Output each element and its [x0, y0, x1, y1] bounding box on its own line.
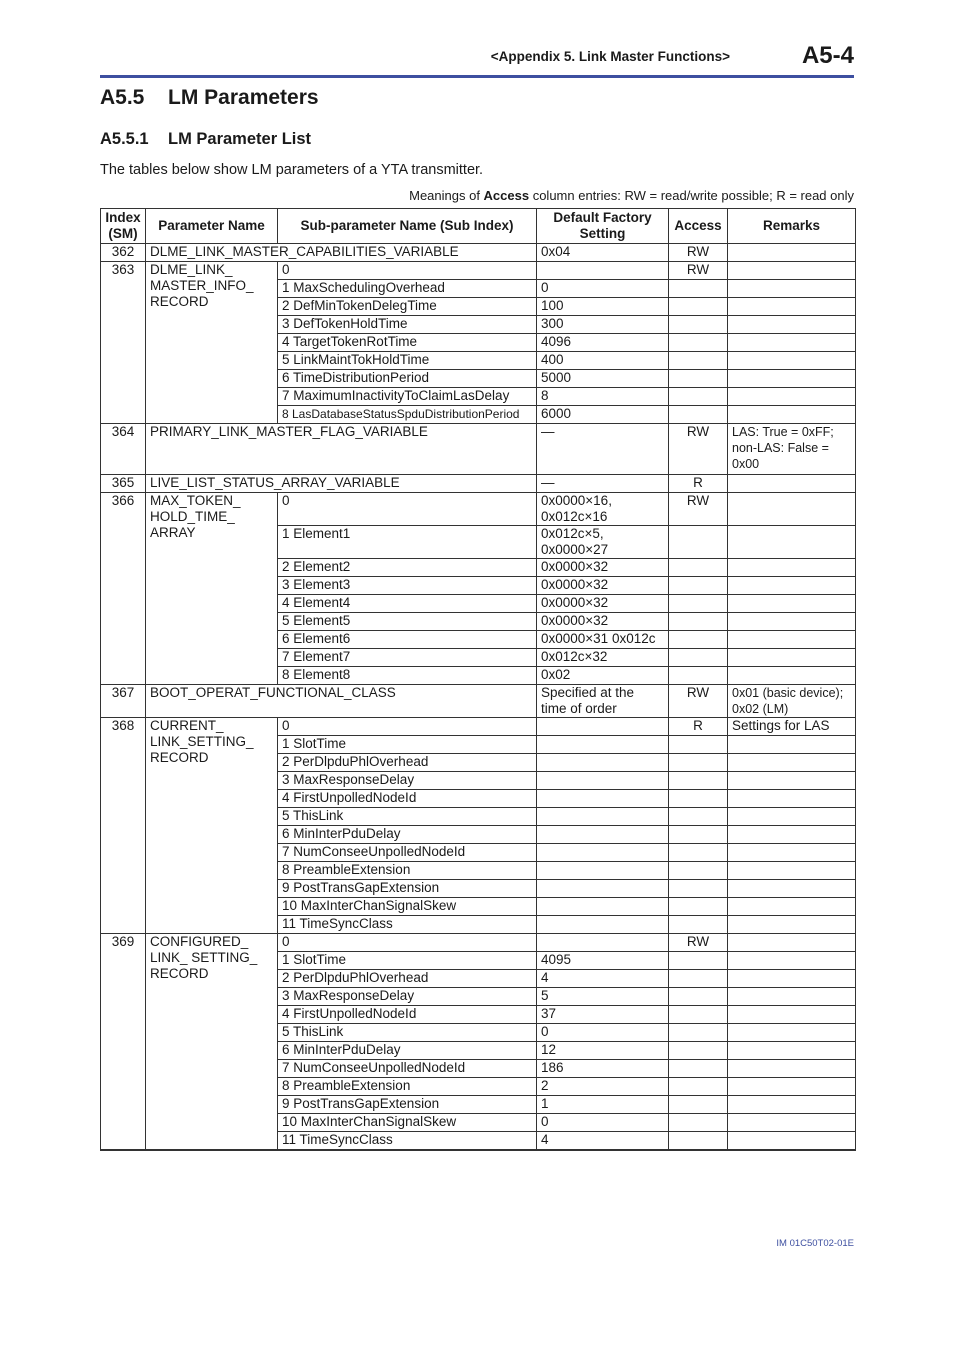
- table-header-row: [101, 209, 856, 244]
- sub-parameter-cell: 1 Element1: [278, 526, 537, 559]
- sub-parameter-cell: 3 Element3: [278, 577, 537, 595]
- index-cell: 362: [101, 244, 146, 262]
- section-number: A5.5: [100, 86, 145, 109]
- table-row: [101, 424, 856, 475]
- default-cell: [537, 934, 669, 952]
- sub-parameter-cell: 9 PostTransGapExtension: [278, 880, 537, 898]
- table-row: [101, 475, 856, 493]
- index-cell: 368: [101, 718, 146, 934]
- sub-parameter-cell: 2 PerDlpduPhlOverhead: [278, 754, 537, 772]
- access-cell: RW: [669, 244, 728, 262]
- access-cell: RW: [669, 262, 728, 280]
- sub-parameter-cell: 6 MinInterPduDelay: [278, 1042, 537, 1060]
- header-access: Access: [669, 209, 728, 244]
- default-cell: 8: [537, 388, 669, 406]
- sub-parameter-cell: 5 ThisLink: [278, 1024, 537, 1042]
- sub-parameter-cell: 7 Element7: [278, 649, 537, 667]
- default-cell: 0: [537, 1114, 669, 1132]
- lm-parameter-table: [100, 208, 856, 1151]
- sub-parameter-cell: 0: [278, 718, 537, 736]
- default-cell: [537, 262, 669, 280]
- sub-parameter-cell: 8 PreambleExtension: [278, 1078, 537, 1096]
- sub-parameter-cell: 2 Element2: [278, 559, 537, 577]
- index-cell: 364: [101, 424, 146, 475]
- sub-parameter-cell: 1 MaxSchedulingOverhead: [278, 280, 537, 298]
- default-cell: 4095: [537, 952, 669, 970]
- header-index: Index (SM): [101, 209, 146, 244]
- default-cell: 0x012c×5, 0x0000×27: [537, 526, 669, 559]
- remarks-cell: LAS: True = 0xFF; non-LAS: False = 0x00: [728, 424, 856, 475]
- remarks-cell: [728, 493, 856, 526]
- table-row: [101, 718, 856, 736]
- default-cell: 0: [537, 1024, 669, 1042]
- table-row: [101, 934, 856, 952]
- sub-parameter-cell: 3 MaxResponseDelay: [278, 772, 537, 790]
- default-cell: 37: [537, 1006, 669, 1024]
- sub-parameter-cell: 8 PreambleExtension: [278, 862, 537, 880]
- default-cell: 12: [537, 1042, 669, 1060]
- access-note: Meanings of Access column entries: RW = read/write possible; R = read only: [409, 188, 854, 203]
- sub-parameter-cell: 7 NumConseeUnpolledNodeId: [278, 844, 537, 862]
- index-cell: 367: [101, 685, 146, 718]
- sub-parameter-cell: 6 Element6: [278, 631, 537, 649]
- default-cell: 4: [537, 1132, 669, 1151]
- sub-parameter-cell: 4 FirstUnpolledNodeId: [278, 790, 537, 808]
- sub-parameter-cell: 4 TargetTokenRotTime: [278, 334, 537, 352]
- page-number: A5-4: [801, 42, 854, 69]
- sub-parameter-cell: 9 PostTransGapExtension: [278, 1096, 537, 1114]
- sub-parameter-cell: 4 FirstUnpolledNodeId: [278, 1006, 537, 1024]
- sub-parameter-cell: 4 Element4: [278, 595, 537, 613]
- default-cell: 400: [537, 352, 669, 370]
- sub-parameter-cell: 3 MaxResponseDelay: [278, 988, 537, 1006]
- remarks-cell: 0x01 (basic device); 0x02 (LM): [728, 685, 856, 718]
- parameter-name-cell: DLME_LINK_MASTER_CAPABILITIES_VARIABLE: [146, 244, 537, 262]
- sub-parameter-cell: 10 MaxInterChanSignalSkew: [278, 898, 537, 916]
- parameter-name-cell: DLME_LINK_ MASTER_INFO_ RECORD: [146, 262, 278, 424]
- default-cell: 5000: [537, 370, 669, 388]
- default-cell: 300: [537, 316, 669, 334]
- index-cell: 369: [101, 934, 146, 1151]
- header-default-setting: Default Factory Setting: [537, 209, 669, 244]
- access-cell: RW: [669, 424, 728, 475]
- default-cell: 0x0000×32: [537, 595, 669, 613]
- remarks-cell: [728, 262, 856, 280]
- header-remarks: Remarks: [728, 209, 856, 244]
- header-rule: [100, 75, 854, 78]
- table-row: [101, 244, 856, 262]
- sub-parameter-cell: 5 ThisLink: [278, 808, 537, 826]
- sub-parameter-cell: 2 PerDlpduPhlOverhead: [278, 970, 537, 988]
- table-row: [101, 685, 856, 718]
- default-cell: 0x0000×32: [537, 559, 669, 577]
- sub-parameter-cell: 10 MaxInterChanSignalSkew: [278, 1114, 537, 1132]
- default-cell: —: [537, 424, 669, 475]
- default-cell: —: [537, 475, 669, 493]
- sub-parameter-cell: 2 DefMinTokenDelegTime: [278, 298, 537, 316]
- access-cell: RW: [669, 685, 728, 718]
- sub-parameter-cell: 1 SlotTime: [278, 736, 537, 754]
- header-sub-parameter: Sub-parameter Name (Sub Index): [278, 209, 537, 244]
- default-cell: 0x0000×32: [537, 577, 669, 595]
- default-cell: 1: [537, 1096, 669, 1114]
- default-cell: 0x04: [537, 244, 669, 262]
- access-cell: RW: [669, 493, 728, 526]
- default-cell: Specified at the time of order: [537, 685, 669, 718]
- section-heading: [100, 86, 319, 110]
- default-cell: 5: [537, 988, 669, 1006]
- sub-parameter-cell: 6 TimeDistributionPeriod: [278, 370, 537, 388]
- header-parameter-name: Parameter Name: [146, 209, 278, 244]
- sub-parameter-cell: 11 TimeSyncClass: [278, 1132, 537, 1151]
- index-cell: 366: [101, 493, 146, 685]
- sub-parameter-cell: 0: [278, 934, 537, 952]
- access-cell: RW: [669, 934, 728, 952]
- default-cell: 6000: [537, 406, 669, 424]
- default-cell: 4096: [537, 334, 669, 352]
- default-cell: 0x02: [537, 667, 669, 685]
- sub-parameter-cell: 7 NumConseeUnpolledNodeId: [278, 1060, 537, 1078]
- parameter-name-cell: CURRENT_ LINK_SETTING_ RECORD: [146, 718, 278, 934]
- default-cell: 0: [537, 280, 669, 298]
- subsection-heading: [100, 130, 311, 149]
- subsection-title: LM Parameter List: [168, 130, 312, 148]
- page-header: [100, 38, 854, 76]
- remarks-cell: [728, 475, 856, 493]
- access-cell: R: [669, 475, 728, 493]
- table-row: [101, 493, 856, 526]
- default-cell: 0x0000×32: [537, 613, 669, 631]
- sub-parameter-cell: 5 Element5: [278, 613, 537, 631]
- sub-parameter-cell: 8 Element8: [278, 667, 537, 685]
- remarks-cell: [728, 244, 856, 262]
- default-cell: 2: [537, 1078, 669, 1096]
- sub-parameter-cell: 1 SlotTime: [278, 952, 537, 970]
- sub-parameter-cell: 0: [278, 262, 537, 280]
- sub-parameter-cell: 5 LinkMaintTokHoldTime: [278, 352, 537, 370]
- sub-parameter-cell: 8 LasDatabaseStatusSpduDistributionPeriod: [278, 406, 537, 424]
- default-cell: 100: [537, 298, 669, 316]
- access-cell: R: [669, 718, 728, 736]
- index-cell: 365: [101, 475, 146, 493]
- document-number: IM 01C50T02-01E: [776, 1238, 854, 1249]
- table-row: [101, 262, 856, 280]
- default-cell: 0x012c×32: [537, 649, 669, 667]
- default-cell: 0x0000×31 0x012c: [537, 631, 669, 649]
- index-cell: 363: [101, 262, 146, 424]
- default-cell: 186: [537, 1060, 669, 1078]
- default-cell: [537, 718, 669, 736]
- remarks-cell: [728, 934, 856, 952]
- sub-parameter-cell: 0: [278, 493, 537, 526]
- parameter-name-cell: BOOT_OPERAT_FUNCTIONAL_CLASS: [146, 685, 537, 718]
- sub-parameter-cell: 7 MaximumInactivityToClaimLasDelay: [278, 388, 537, 406]
- sub-parameter-cell: 6 MinInterPduDelay: [278, 826, 537, 844]
- default-cell: 4: [537, 970, 669, 988]
- sub-parameter-cell: 11 TimeSyncClass: [278, 916, 537, 934]
- remarks-cell: Settings for LAS: [728, 718, 856, 736]
- parameter-name-cell: CONFIGURED_ LINK_ SETTING_ RECORD: [146, 934, 278, 1151]
- subsection-number: A5.5.1: [100, 130, 149, 148]
- section-title: LM Parameters: [168, 86, 319, 109]
- parameter-name-cell: PRIMARY_LINK_MASTER_FLAG_VARIABLE: [146, 424, 537, 475]
- intro-text: The tables below show LM parameters of a YTA transmitter.: [100, 162, 484, 178]
- header-section-title: <Appendix 5. Link Master Functions>: [490, 49, 730, 64]
- parameter-name-cell: LIVE_LIST_STATUS_ARRAY_VARIABLE: [146, 475, 537, 493]
- default-cell: 0x0000×16, 0x012c×16: [537, 493, 669, 526]
- parameter-name-cell: MAX_TOKEN_ HOLD_TIME_ ARRAY: [146, 493, 278, 685]
- sub-parameter-cell: 3 DefTokenHoldTime: [278, 316, 537, 334]
